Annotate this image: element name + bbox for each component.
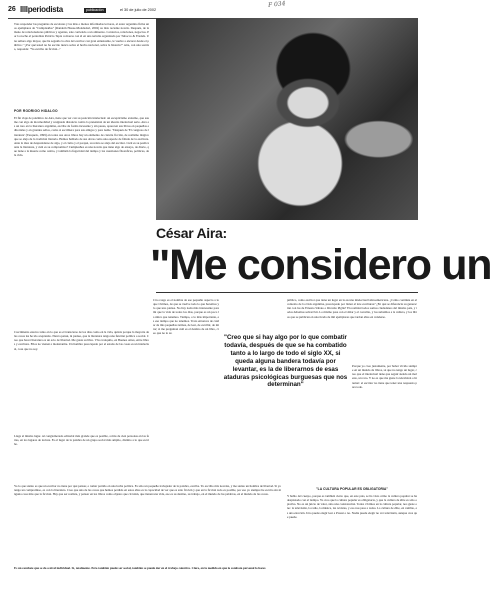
- body-bottom-left-2: Es un combate que se da a nivel individual. Sí, totalmente. Pero también puede ser social, también se puede dar en el trabajo colectivo. Claro, en la medida en que lo combata personal lo haces: [14, 566, 266, 570]
- pull-quote: "Creo que si hay algo por lo que combatir todavía, después de que se ha combatido tanto a lo largo de todo el siglo XX, si queda alguna bandera todavía por levantar, es la de liberarnos de esas ataduras psicológicas burguesas que nos determinan": [223, 334, 348, 389]
- byline: POR RODRIGO HIDALGO: [14, 109, 58, 113]
- section-badge: publicación: [86, 8, 104, 12]
- body-bottom-left: Yo lo que siento es que un escritor no tiene por qué pensar, o tomar partido en una lucha política. Es sólo un pequeño trabajador de la palabra, escribe. Yo escribo mis novelas, y me siento un hombre de libertad. Si yo tengo un compromiso, es con la literatura. Creo que una de las cosas que hemos perdido en estos años es la capacidad de ver que es sólo ficción y que en la ficción todo es posible, por eso yo siempre he escrito sin ninguna cosa más que la ficción. Hay que ser realista, y pensar en los libros como objetos que circulan, que tienen una vida, ese es su destino, su trabajo, en el mundo de las palabras, en el mundo de las cosas.: [14, 484, 281, 497]
- body-bottom-right: Y hablo del cuerpo, porque es también cierto que, en este país, se ha visto cómo la cultura popular se ha desplazado con el tiempo. Yo creo que la cultura popular es obligatoria, y que la cultura de élite es sólo optativa. No es un juicio de valor, sino una constatación. Todos vivimos en la cultura popular, nos guste o no: la televisión, la radio, la música, las revistas, y eso nos pasa a todos. La cultura de élite, en cambio, es una elección. Uno puede elegir leer a Proust o no. Nadie puede elegir no ver televisión, aunque crea que puede.: [287, 494, 417, 519]
- section-subhead: "LA CULTURA POPULAR ES OBLIGATORIA": [316, 487, 388, 491]
- headline-kicker: César Aira:: [156, 225, 227, 241]
- issue-date: el 30 de julio de 2002: [120, 8, 157, 12]
- headline: "Me considero un: [150, 241, 491, 289]
- body-column-middle: Ctro rasgo es el nombre de ese pequeño aspecto a lo que vivimos, de que se vuelve todo lo que hacemos y lo que uno piensa. No hay nada más interesante para mí que la vida de todos los días, porque es un poco la única que tenemos. Tiempo, o lo más importante, es ese tiempo que no tenemos. Trato entonces de cuidar de mis pequeñas rutinas, de leer, de escribir, de mirar; si me preguntan cuál es el destino de un libro, creo que no lo sé.: [153, 298, 219, 336]
- body-column-left-2: Crecimiento estoico tanto en lo que es el transcurso de los días como en la vida, quizás porque la mayoría de las cosas las he ido aceptando. Nunca pensé, ni pienso, que la literatura tenga una función política o social. Creo que hacer literatura es un acto de libertad. Me gusta su libro. Vivo tranquilo, en Buenos Aires, entre libros y escritura. Ellos no vienen a molestarme. Un hombre preocupado por el estado de las cosas es un intelectual, cosa que no soy.: [14, 330, 149, 351]
- page-number: 26: [8, 6, 16, 13]
- handwritten-note: F 034: [267, 0, 286, 9]
- body-column-right: público, como escritor que tiene un lugar en la escena intelectual latinoamericana. ¿Cómo continúa en el contexto de la crisis argentina, preocupado por llenar el lote escrituras? ¿En qué se diferencia su generación con las de Ernesto Sábato o Ricardo Piglia? En realidad todos somos ciudadanos del mismo país, y todos debemos sobrevivir. Lo mismo pasa con el dólar y el corralito, y los subsidios a la cultura, y los libros que se publican en una tirada de mil ejemplares que tardan años en venderse.: [287, 298, 418, 319]
- intro-paragraph: Tras responder las preguntas de escolares y las más o menos informadas lectores, el autor argentino firma unos ejemplares de "Cumpleaños" (Random House-Mondadori, 2002) su más reciente novela. Después, de la mano de relacionadores públicos y agentes, sale corriendo a un almuerzo. Contactos, relaciones, negocios. Por la noche el periodista Patricio Tapia conversa con él en una tertulia organizada por Tubocco & Friends. Una señora algo mayor, que ha seguido la obra del escritor con gran entusiasmo, le vuelve a encarar desde el público: "¿Por qué usted no ha escrito nunca sobre el hecho nacional, sobre la historia?" Aira, con una sonrisa, responde: "Yo escribo de ficción...": [14, 22, 149, 51]
- author-photo: [156, 18, 418, 220]
- body-column-left-3: Llega al mismo lugar. Al conglomerado editorial más grande que es posible, a más de cien personas en las ferias, en los lugares de lectura. Es el lugar de la palabra de un grupo social más amplio, distinto a lo que escribe.: [14, 434, 149, 447]
- body-column-left: El fin viaje de polémico de Aira, tiene que ver con su posición intelectual: un escepticismo extremo, que asume con algo de incomodidad y resignada distancia contra la pretensión de un ideario intelectual serio. Aira es un raro en la literatura argentina, escribe de forma incesante y sin pausa, aparecen sus libros en pequeñas editoriales y en grandes sellos, como si escribiera para sus amigos y para nadie. "Después de 'El congreso de literatura' (Tusquets, 1999) en todos sus otros libros hay un elemento de ciencia ficción, de realismo mágico que se aleja de la tradición literaria. Hemos hablado de sus obras como una especie de fábula de la escritura. Ante la idea de desprenderse de algo, y el cómo y el porqué, su relato se aleja del escritor. Cuál es su poética ante la literatura, y cuál es su compromiso? Cumpleaños es una novela que tiene algo de ensayo, de diario, que tiene a la muerte como centro, y también la fugacidad del tiempo y las cuestiones filosóficas, políticas, de la vida.: [14, 116, 149, 158]
- publication-name: llllperiodista: [20, 5, 63, 14]
- body-column-right-2: Porque yo creo justamente, por haber vivido siempre en un mundo de libros, sé que no tengo un lugar, creo que el intelectual tiene que seguir siendo un molesto, un raro. Y no es que me guste la televisión o Internet: el escritor no tiene que tener una respuesta para todo.: [352, 364, 417, 389]
- headline-rule: [156, 292, 418, 293]
